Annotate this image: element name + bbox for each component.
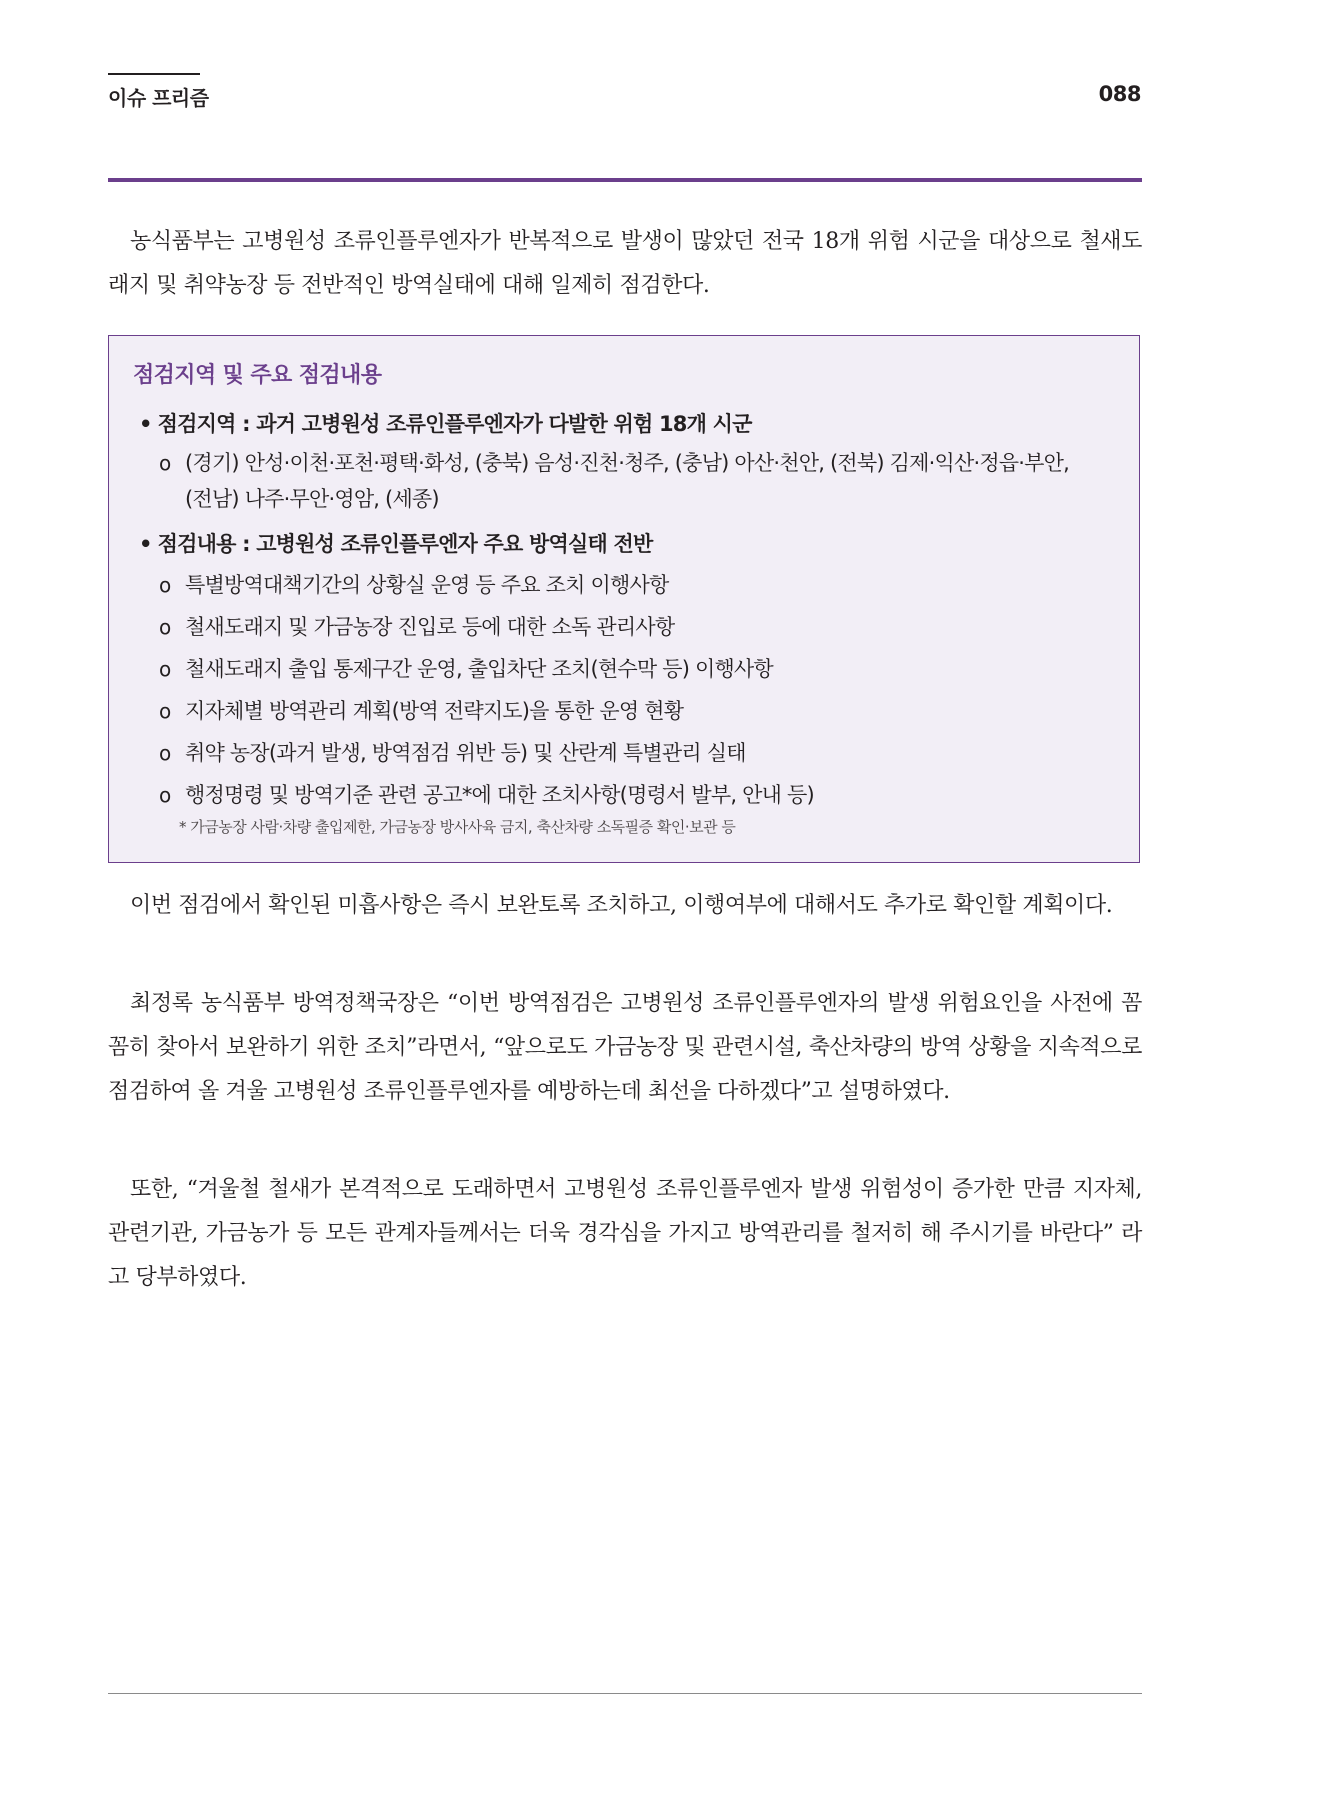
content-item (159, 696, 683, 726)
region-line-2: (전남) 나주·무안·영암, (세종) (185, 487, 439, 511)
circle-bullet-icon: ο (159, 657, 171, 681)
content-label: 점검내용 : 고병원성 조류인플루엔자 주요 방역실태 전반 (157, 532, 653, 556)
circle-bullet-icon: ο (159, 783, 171, 807)
content-item (159, 612, 674, 642)
header-accent-rule (108, 73, 200, 75)
content-item (159, 570, 668, 600)
content-item-text: 철새도래지 및 가금농장 진입로 등에 대한 소독 관리사항 (185, 615, 675, 639)
content-item-text: 지자체별 방역관리 계획(방역 전략지도)을 통한 운영 현황 (185, 699, 684, 723)
bullet-icon: • (139, 412, 152, 436)
region-line-1: (경기) 안성·이천·포천·평택·화성, (충북) 음성·진천·청주, (충남) 아산·천안, (전북) 김제·익산·정읍·부안, (185, 451, 1070, 475)
page-number: 088 (1098, 82, 1141, 106)
circle-bullet-icon: ο (159, 451, 171, 475)
region-list-item (159, 448, 1069, 478)
section-title: 이슈 프리즘 (108, 86, 209, 110)
content-item-text: 철새도래지 출입 통제구간 운영, 출입차단 조치(현수막 등) 이행사항 (185, 657, 773, 681)
circle-bullet-icon: ο (159, 699, 171, 723)
content-bullet (139, 528, 652, 558)
quote-paragraph-1: 최정록 농식품부 방역정책국장은 “이번 방역점검은 고병원성 조류인플루엔자의 발생 위험요인을 사전에 꼼꼼히 찾아서 보완하기 위한 조치”라면서, “앞으로도 가금농장 및 관련시설, 축산차량의 방역 상황을 지속적으로 점검하여 올 겨울 고병원성 조류인플루엔자를 예방하는데 최선을 다하겠다”고 설명하였다. (108, 991, 1142, 1104)
content-item (159, 738, 746, 768)
bullet-icon: • (139, 532, 152, 556)
intro-paragraph: 농식품부는 고병원성 조류인플루엔자가 반복적으로 발생이 많았던 전국 18개 위험 시군을 대상으로 철새도래지 및 취약농장 등 전반적인 방역실태에 대해 일제히 점검한다. (108, 229, 1142, 298)
box-footnote: * 가금농장 사람·차량 출입제한, 가금농장 방사사육 금지, 축산차량 소독필증 확인·보관 등 (179, 818, 736, 836)
content-item (159, 780, 814, 810)
circle-bullet-icon: ο (159, 615, 171, 639)
footer-divider (108, 1693, 1142, 1694)
inspection-info-box (108, 335, 1140, 863)
region-bullet (139, 408, 752, 438)
content-item (159, 654, 773, 684)
box-title: 점검지역 및 주요 점검내용 (133, 363, 382, 388)
content-item-text: 특별방역대책기간의 상황실 운영 등 주요 조치 이행사항 (185, 573, 669, 597)
header-divider (108, 178, 1142, 182)
quote-paragraph-2: 또한, “겨울철 철새가 본격적으로 도래하면서 고병원성 조류인플루엔자 발생 위험성이 증가한 만큼 지자체, 관련기관, 가금농가 등 모든 관계자들께서는 더욱 경각심을 가지고 방역관리를 철저히 해 주시기를 바란다” 라고 당부하였다. (108, 1177, 1142, 1290)
content-item-text: 취약 농장(과거 발생, 방역점검 위반 등) 및 산란계 특별관리 실태 (185, 741, 746, 765)
circle-bullet-icon: ο (159, 573, 171, 597)
circle-bullet-icon: ο (159, 741, 171, 765)
followup-paragraph: 이번 점검에서 확인된 미흡사항은 즉시 보완토록 조치하고, 이행여부에 대해서도 추가로 확인할 계획이다. (130, 893, 1113, 918)
content-item-text: 행정명령 및 방역기준 관련 공고*에 대한 조치사항(명령서 발부, 안내 등) (185, 783, 814, 807)
region-label: 점검지역 : 과거 고병원성 조류인플루엔자가 다발한 위험 18개 시군 (157, 412, 752, 436)
